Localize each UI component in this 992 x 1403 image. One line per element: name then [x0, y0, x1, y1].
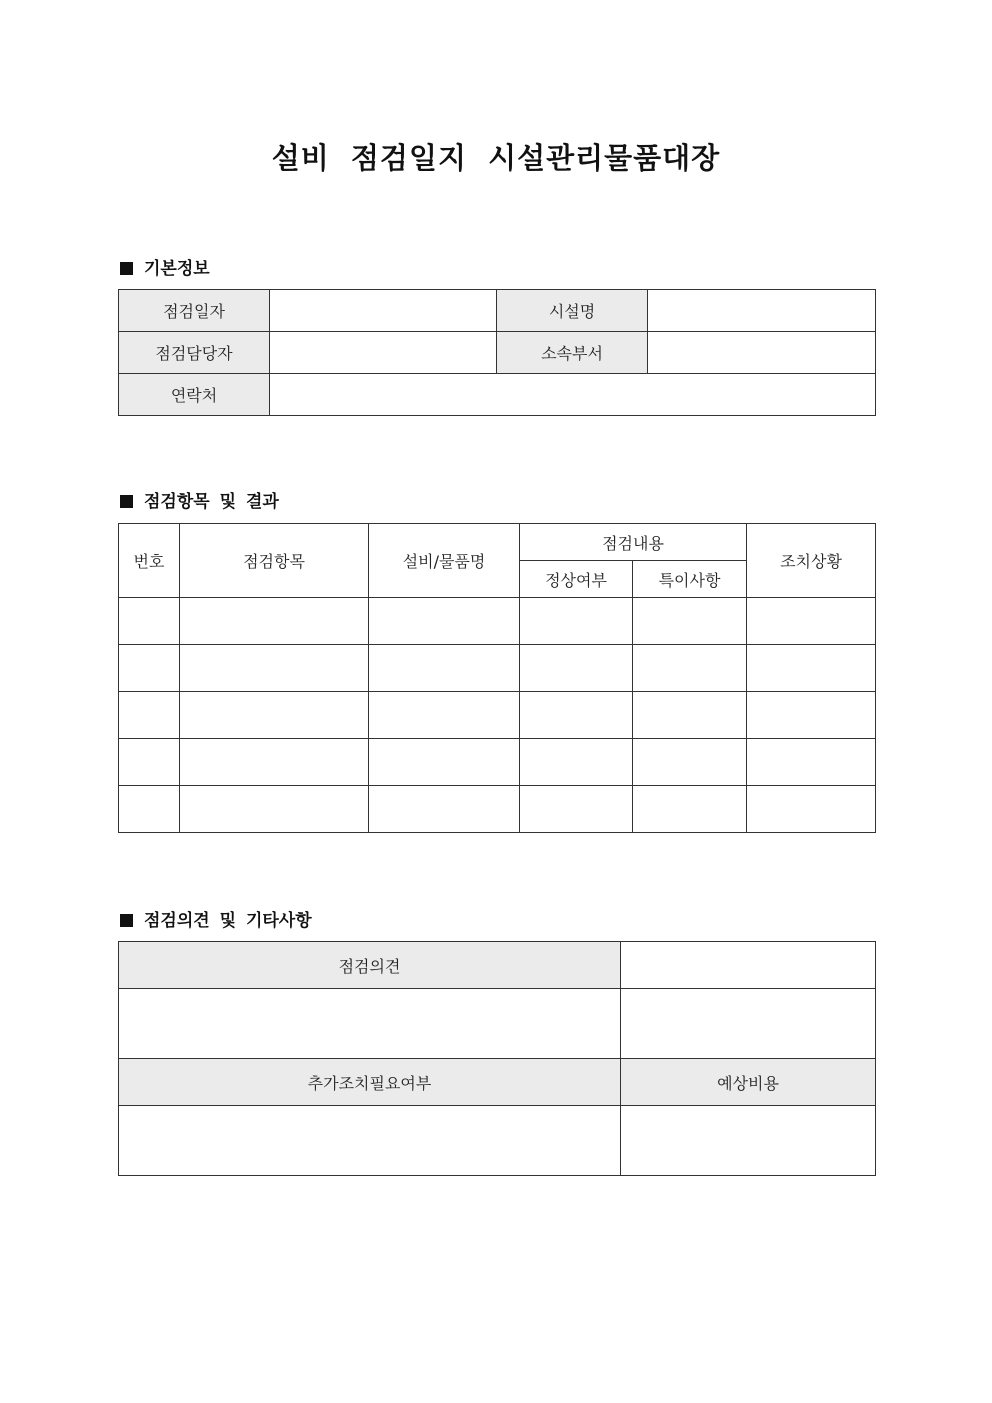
col-header-remark: 특이사항 [633, 561, 747, 598]
col-header-item: 점검항목 [180, 524, 369, 598]
table-row [119, 645, 876, 692]
cell-remark[interactable] [633, 786, 747, 833]
cell-no[interactable] [119, 692, 180, 739]
cell-remark[interactable] [633, 739, 747, 786]
contact-field[interactable] [270, 374, 876, 416]
col-header-action: 조치상황 [747, 524, 876, 598]
cell-item[interactable] [180, 645, 369, 692]
inspection-date-field[interactable] [270, 290, 497, 332]
cell-item[interactable] [180, 692, 369, 739]
inspector-label: 점검담당자 [119, 332, 270, 374]
table-row [119, 598, 876, 645]
cell-normal[interactable] [520, 598, 633, 645]
col-header-normal: 정상여부 [520, 561, 633, 598]
inspection-items-table [118, 523, 876, 833]
section-heading-text: 점검항목 및 결과 [144, 492, 279, 512]
page-title: 설비 점검일지 시설관리물품대장 [271, 141, 721, 175]
opinion-label: 점검의견 [119, 942, 621, 989]
section-heading-items [120, 487, 279, 512]
table-row [119, 739, 876, 786]
cell-normal[interactable] [520, 786, 633, 833]
cell-equipment[interactable] [369, 645, 520, 692]
opinion-extra-field[interactable] [621, 989, 876, 1059]
section-heading-opinion [120, 906, 312, 931]
basic-info-table [118, 289, 876, 416]
table-row [119, 692, 876, 739]
cell-equipment[interactable] [369, 739, 520, 786]
cell-no[interactable] [119, 598, 180, 645]
department-field[interactable] [648, 332, 876, 374]
inspector-field[interactable] [270, 332, 497, 374]
cell-no[interactable] [119, 786, 180, 833]
cell-action[interactable] [747, 692, 876, 739]
cell-no[interactable] [119, 645, 180, 692]
cell-no[interactable] [119, 739, 180, 786]
estimated-cost-label: 예상비용 [621, 1059, 876, 1106]
department-label: 소속부서 [497, 332, 648, 374]
cell-equipment[interactable] [369, 598, 520, 645]
square-bullet-icon [120, 914, 133, 927]
inspection-date-label: 점검일자 [119, 290, 270, 332]
col-header-equipment: 설비/물품명 [369, 524, 520, 598]
col-header-no: 번호 [119, 524, 180, 598]
cell-normal[interactable] [520, 692, 633, 739]
cell-remark[interactable] [633, 692, 747, 739]
cell-equipment[interactable] [369, 786, 520, 833]
cell-action[interactable] [747, 786, 876, 833]
cell-item[interactable] [180, 786, 369, 833]
additional-action-label: 추가조치필요여부 [119, 1059, 621, 1106]
facility-name-field[interactable] [648, 290, 876, 332]
cell-action[interactable] [747, 645, 876, 692]
contact-label: 연락처 [119, 374, 270, 416]
cell-normal[interactable] [520, 645, 633, 692]
col-header-content: 점검내용 [520, 524, 747, 561]
cell-normal[interactable] [520, 739, 633, 786]
cell-item[interactable] [180, 598, 369, 645]
cell-action[interactable] [747, 739, 876, 786]
section-heading-text: 점검의견 및 기타사항 [144, 911, 312, 931]
cell-action[interactable] [747, 598, 876, 645]
section-heading-basic [120, 254, 210, 279]
facility-name-label: 시설명 [497, 290, 648, 332]
cell-remark[interactable] [633, 645, 747, 692]
opinion-table [118, 941, 876, 1176]
opinion-side-field[interactable] [621, 942, 876, 989]
cell-remark[interactable] [633, 598, 747, 645]
cell-item[interactable] [180, 739, 369, 786]
square-bullet-icon [120, 495, 133, 508]
cell-equipment[interactable] [369, 692, 520, 739]
section-heading-text: 기본정보 [144, 259, 210, 279]
table-row [119, 786, 876, 833]
additional-action-field[interactable] [119, 1106, 621, 1176]
opinion-field[interactable] [119, 989, 621, 1059]
square-bullet-icon [120, 262, 133, 275]
estimated-cost-field[interactable] [621, 1106, 876, 1176]
